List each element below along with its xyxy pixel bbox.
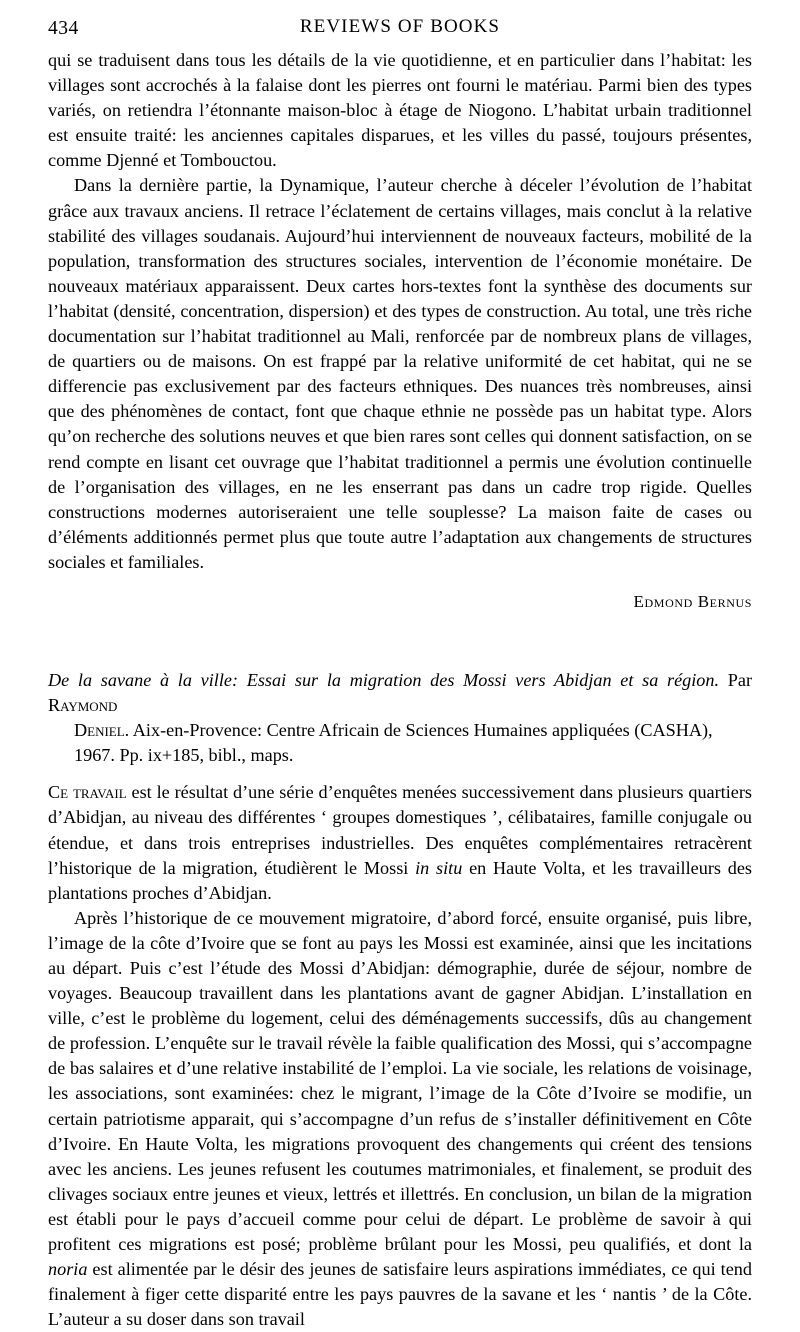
italic-term: in situ	[415, 857, 463, 878]
body-column	[48, 48, 752, 1332]
review-two-author-first: Raymond	[48, 695, 118, 716]
review-two-author-last: Deniel.	[74, 720, 130, 741]
review-two-publication-line-2: 1967. Pp. ix+185, bibl., maps.	[74, 745, 294, 766]
review-two-byline: Par	[727, 669, 752, 690]
review-one-signature: Edmond Bernus	[633, 591, 752, 611]
review-two-publication-line-1	[48, 718, 752, 743]
review-two-publisher: Aix-en-Provence: Centre Africain de Sciences Humaines appliquées (CASHA),	[132, 720, 713, 741]
page-header	[48, 14, 752, 48]
italic-term: noria	[48, 1259, 88, 1280]
page-number: 434	[48, 18, 79, 39]
review-two	[48, 668, 752, 1332]
review-two-heading	[48, 668, 752, 768]
running-title: REVIEWS OF BOOKS	[299, 16, 501, 37]
review-two-paragraph-2: Après l’historique de ce mouvement migratoire, d’abord forcé, ensuite organisé, puis libre, l’image de la côte d’Ivoire que se font au pays les Mossi est examinée, ainsi que les incitations au départ. Puis c’est l’étude des Mossi d’Abidjan: démographie, durée de séjour, nombre de voyages. Beaucoup travaillent dans les plantations avant de gagner Abidjan. L’installation en ville, c’est le problème du logement, celui des déménagements successifs, dûs au changement de profession. L’enquête sur le travail révèle la faible qualification des Mossi, qui s’accompagne de bas salaires et d’une relative instabilité de l’emploi. La vie sociale, les relations de voisinage, les associations, sont examinées: chez le migrant, l’image de la Côte d’Ivoire se modifie, un certain patriotisme apparait, qui s’accompagne d’un refus de s’installer définitivement en Côte d’Ivoire. En Haute Volta, les migrations provoquent des changements qui créent des tensions avec les anciens. Les jeunes refusent les coutumes matrimoniales, et finalement, se produit des clivages sociaux entre jeunes et vieux, lettrés et illettrés. En conclusion, un bilan de la migration est établi pour le pays d’accueil comme pour celui de départ. Le problème de savoir à qui profitent ces migrations est posé; problème brûlant pour les Mossi, peu qualifiés, et dont la noria est alimentée par le désir des jeunes de satisfaire leurs aspirations immédiates, ce qui tend finalement à figer cette disparité entre les pays pauvres de la savane et les ‘ nantis ’ de la Côte. L’auteur a su doser dans son travail	[48, 907, 752, 1330]
opening-smallcaps: Ce travail	[48, 782, 127, 803]
review-one-paragraph-1: qui se traduisent dans tous les détails de la vie quotidienne, et en particulier dans l’habitat: les villages sont accrochés à la falaise dont les pierres ont fourni le matériau. Parmi bien des types variés, on retiendra l’étonnante maison-bloc à étage de Niogono. L’habitat urbain traditionnel est ensuite traité: les anciennes capitales disparues, et les villes du passé, toujours présentes, comme Djenné et Tombouctou.	[48, 50, 752, 171]
review-two-title: De la savane à la ville: Essai sur la migration des Mossi vers Abidjan et sa région.	[48, 669, 720, 690]
review-two-paragraph-1: Ce travail est le résultat d’une série d’enquêtes menées successivement dans plusieurs quartiers d’Abidjan, au niveau des différentes ‘ groupes domestiques ’, célibataires, famille conjugale ou étendue, et dans trois entreprises industrielles. Des enquêtes complémentaires retracèrent l’historique de la migration, étudièrent le Mossi in situ en Haute Volta, et les travailleurs des plantations proches d’Abidjan.	[48, 782, 752, 903]
review-one-paragraph-2: Dans la dernière partie, la Dynamique, l’auteur cherche à déceler l’évolution de l’habitat grâce aux travaux anciens. Il retrace l’éclatement de certains villages, mais conclut à la relative stabilité des villages soudanais. Aujourd’hui interviennent de nouveaux facteurs, mobilité de la population, transformation des structures sociales, intervention de l’économie monétaire. De nouveaux matériaux apparaissent. Deux cartes hors-textes font la synthèse des documents sur l’habitat (densité, concentration, dispersion) et des types de construction. Au total, une très riche documentation sur l’habitat traditionnel au Mali, renforcée par de nombreux plans de villages, de quartiers ou de maisons. On est frappé par la relative uniformité de cet habitat, qui ne se differencie pas exclusivement par des facteurs ethniques. Des nuances très nombreuses, ainsi que des phénomènes de contact, font que chaque ethnie ne possède pas un habitat type. Alors qu’on recherche des solutions neuves et que bien rares sont celles qui donnent satisfaction, on se rend compte en lisant cet ouvrage que l’habitat traditionnel a permis une évolution continuelle de l’organisation des villages, en ne les enserrant pas dans un cadre trop rigide. Quelles constructions modernes autoriseraient une telle souplesse? La maison faite de cases ou d’éléments additionnés permet plus que toute autre l’adaptation aux changements de structures sociales et familiales.	[48, 175, 752, 572]
